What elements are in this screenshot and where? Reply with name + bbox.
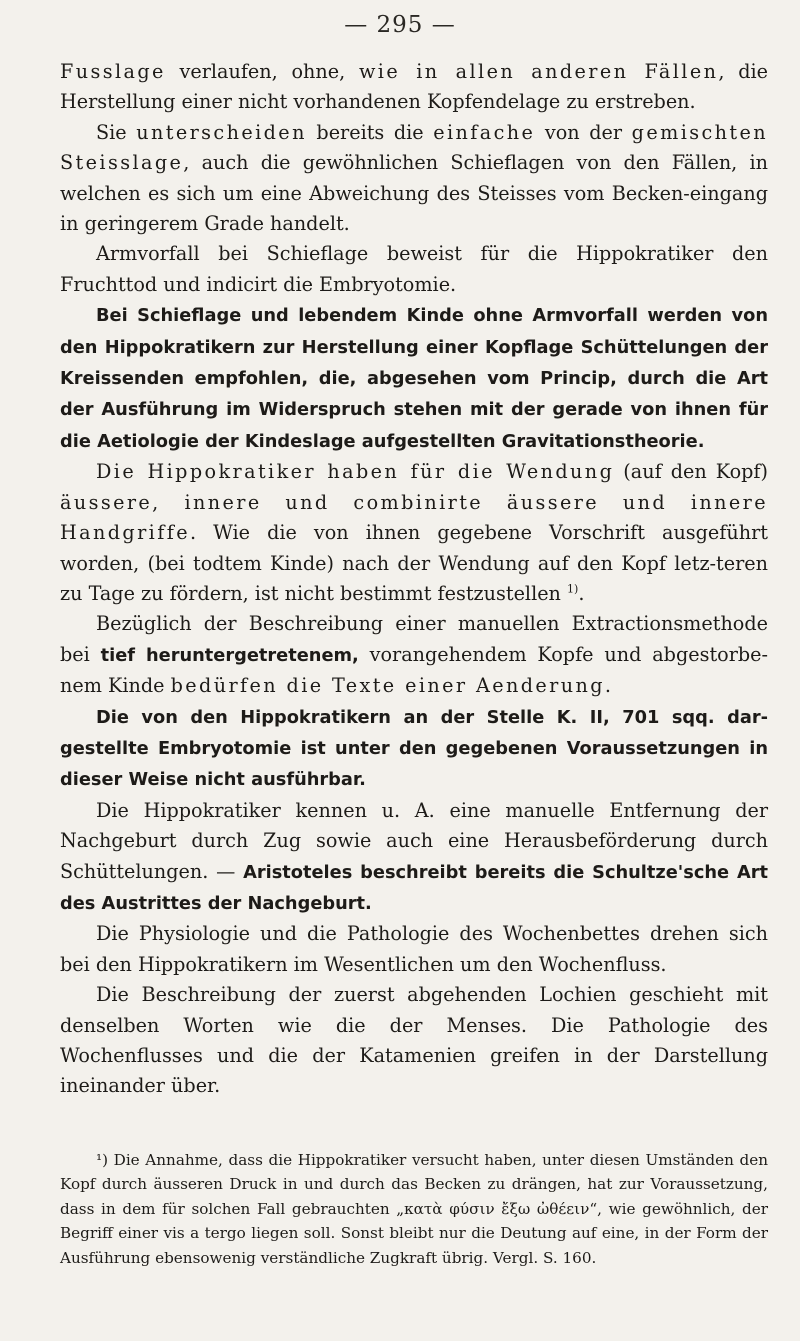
paragraph — [60, 457, 768, 609]
spaced-text: bedürfen die Texte einer Aenderung — [170, 674, 605, 698]
text-run: Sie — [96, 120, 137, 144]
paragraph — [60, 118, 768, 240]
spaced-text: einfache — [433, 120, 536, 144]
paragraph — [60, 796, 768, 920]
footnote-text: ¹) Die Annahme, dass die Hippokratiker versucht haben, unter diesen Umständen den Kopf durch äusseren Druck in und durch das Becken zu drängen, hat zur Voraussetzung, dass in dem für solchen Fall gebrauchten „κατὰ φύσιν ἔξω ὠθέειν“, wie gewöhnlich, der Begriff einer vis a tergo liegen soll. Sonst bleibt nur die Deutung auf eine, in der Form der Ausführung ebensowenig verständliche Zugkraft übrig. Vergl. S. 160. — [60, 1151, 768, 1267]
text-run: (auf den Kopf) — [614, 460, 769, 484]
spaced-text: Fusslage — [60, 60, 166, 83]
paragraph — [60, 609, 768, 701]
spaced-text: unterscheiden — [136, 120, 307, 144]
text-run: von der — [535, 120, 632, 144]
text-run: Die Physiologie und die Pathologie des Wochenbettes drehen sich bei den Hippokratikern im Wesentlichen um den Wochenfluss. — [60, 922, 768, 976]
bold-text: Aristoteles beschreibt bereits die Schultze'sche Art des Austrittes der Nachgeburt. — [60, 861, 768, 914]
text-run: bereits die — [306, 120, 434, 144]
bold-text: tief heruntergetretenem, — [100, 644, 359, 666]
bold-text: Bei Schieflage und lebendem Kinde ohne Armvorfall werden von den Hippokratikern zur Herstellung einer Kopflage Schüttelungen der Kreissenden empfohlen, die, abgesehen vom Princip, durch die Art der Ausführung im Widerspruch stehen mit der gerade von ihnen für die Aetiologie der Kindeslage aufgestellten Gravitationstheorie. — [60, 305, 768, 452]
text-run: . — [578, 581, 585, 605]
text-run: . Wie die von ihnen gegebene Vorschrift ausgeführt worden, (bei todtem Kinde) nach der Wendung auf den Kopf letz-teren zu Tage zu fördern, ist nicht bestimmt festzustellen — [60, 521, 768, 605]
text-run: , die Herstellung einer nicht vorhandenen Kopfendelage zu erstreben. — [60, 60, 768, 114]
text-run: Armvorfall bei Schieflage beweist für die Hippokratiker den Fruchttod und indicirt die Embryotomie. — [60, 242, 768, 296]
text-run: vorangehendem Kopfe und abgestorbe-nem Kinde — [60, 642, 768, 698]
footnote-ref: 1) — [567, 582, 579, 596]
paragraph — [60, 57, 768, 118]
paragraph — [60, 980, 768, 1102]
paragraph — [60, 300, 768, 457]
text-run: Bezüglich der Beschreibung einer manuellen Extractionsmethode bei — [60, 612, 768, 666]
paragraph — [60, 919, 768, 980]
text-run: Die Hippokratiker kennen u. A. eine manuelle Entfernung der Nachgeburt durch Zug sowie auch eine Herausbeförderung durch Schüttelungen. — — [60, 798, 768, 883]
spaced-text: gemischten Steisslage — [60, 120, 768, 175]
paragraph — [60, 239, 768, 300]
text-run: verlaufen, ohne, — [165, 60, 359, 83]
spaced-text: äussere, innere und combinirte äussere und innere Handgriffe — [60, 490, 768, 545]
paragraph — [60, 702, 768, 796]
body-text — [60, 57, 768, 1102]
spaced-text: Die Hippokratiker haben für die Wendung — [96, 460, 615, 484]
footnote — [60, 1148, 768, 1270]
bold-text: Die von den Hippokratikern an der Stelle K. II, 701 sqq. dar-gestellte Embryotomie ist unter den gegebenen Voraussetzungen in dieser Weise nicht ausführbar. — [60, 706, 768, 791]
spaced-text: wie in allen anderen Fällen — [358, 60, 719, 83]
text-run: Die Beschreibung der zuerst abgehenden Lochien geschieht mit denselben Worten wie die der Menses. Die Pathologie des Wochenflusses und die der Katamenien greifen in der Darstellung ineinander über. — [60, 983, 768, 1098]
text-run: . — [604, 674, 612, 698]
text-run: , auch die gewöhnlichen Schieflagen von den Fällen, in welchen es sich um eine Abweichung des Steisses vom Becken-eingang in geringerem Grade handelt. — [60, 151, 768, 236]
page-number: — 295 — — [344, 12, 456, 38]
